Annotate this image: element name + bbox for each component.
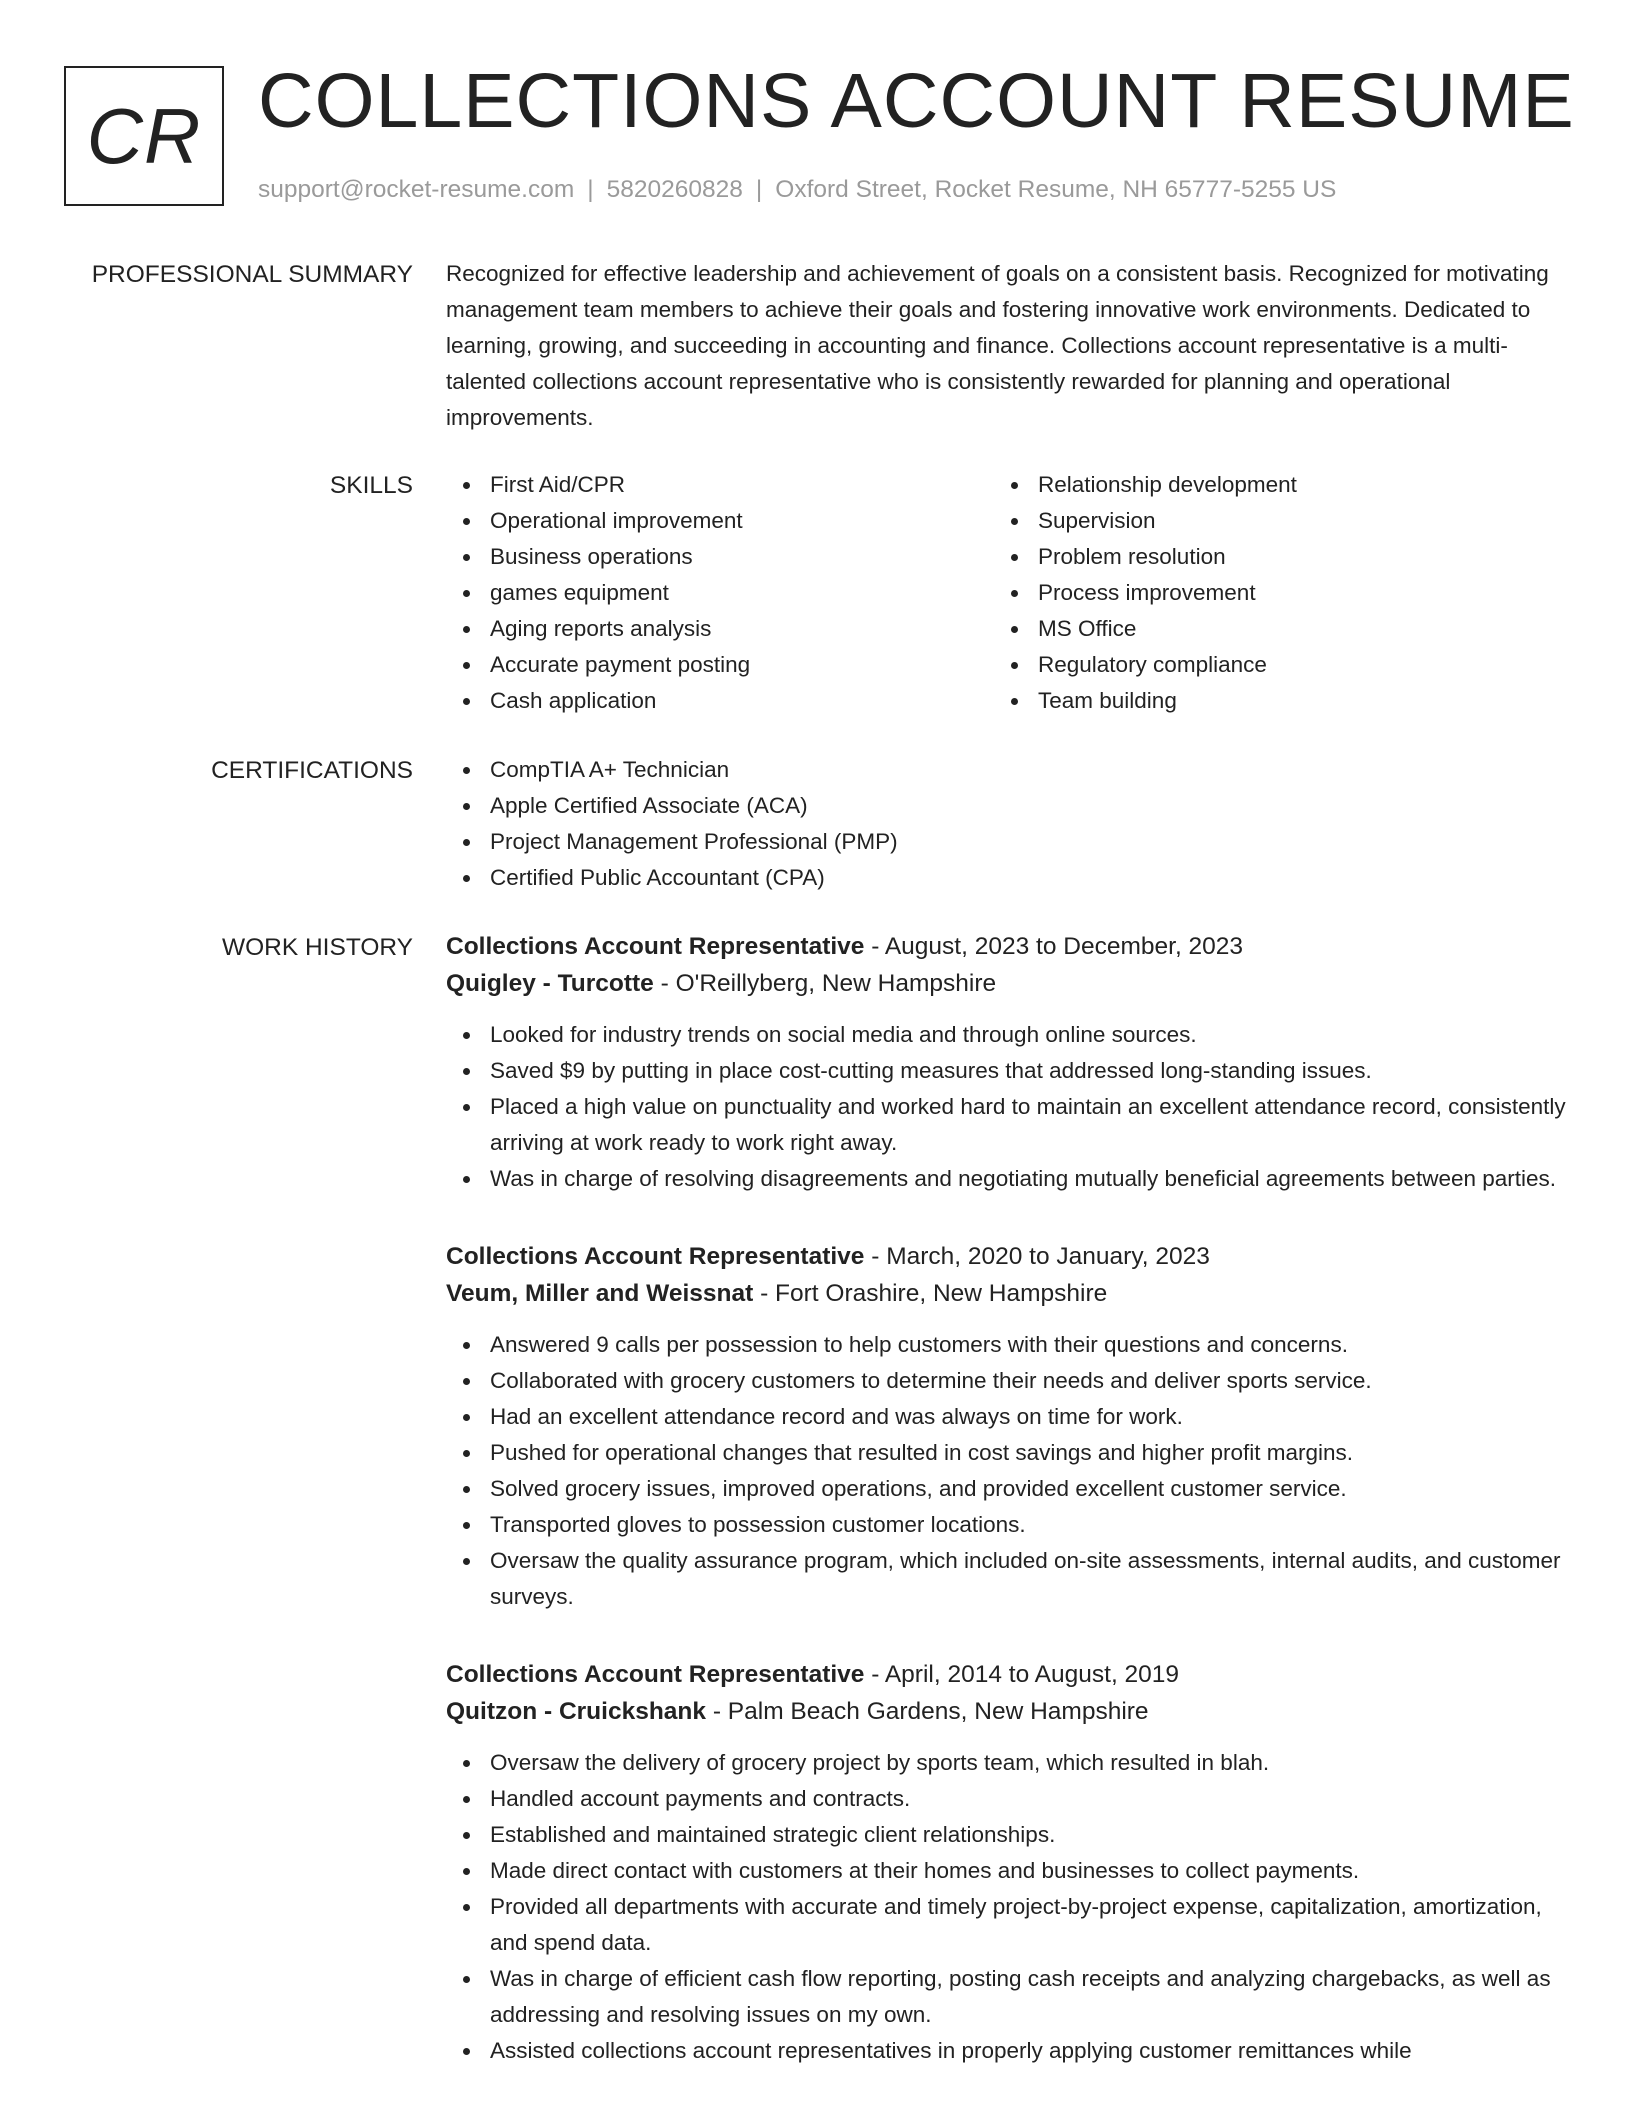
job-entry: [446, 1657, 1566, 2069]
job-location: - O'Reillyberg, New Hampshire: [653, 970, 997, 997]
job-title: Collections Account Representative: [446, 1661, 865, 1688]
skills-list-left: [446, 467, 994, 719]
resume-title: COLLECTIONS ACCOUNT RESUME: [258, 58, 1575, 144]
contact-separator: |: [755, 176, 763, 203]
job-entry: [446, 1239, 1566, 1615]
job-dates: - March, 2020 to January, 2023: [864, 1243, 1210, 1270]
certification-item: CompTIA A+ Technician: [446, 752, 1566, 788]
job-bullet-item: Established and maintained strategic client relationships.: [446, 1817, 1566, 1853]
job-company: Veum, Miller and Weissnat: [446, 1280, 754, 1307]
job-bullet-item: Was in charge of resolving disagreements and negotiating mutually beneficial agreements between parties.: [446, 1161, 1566, 1197]
contact-phone: 5820260828: [606, 176, 743, 203]
job-bullet-item: Had an excellent attendance record and was always on time for work.: [446, 1399, 1566, 1435]
skill-item: Cash application: [446, 683, 994, 719]
skills-columns: [446, 467, 1566, 719]
job-title: Collections Account Representative: [446, 933, 865, 960]
certification-item: Apple Certified Associate (ACA): [446, 788, 1566, 824]
skills-body: [446, 471, 1566, 719]
work-history-body: [446, 933, 1566, 2069]
section-heading-summary: PROFESSIONAL SUMMARY: [91, 261, 413, 288]
job-bullet-list: [446, 1745, 1566, 2069]
contact-separator: |: [587, 176, 594, 203]
job-company: Quitzon - Cruickshank: [446, 1698, 707, 1725]
skill-item: Accurate payment posting: [446, 647, 994, 683]
skill-item: games equipment: [446, 575, 994, 611]
job-bullet-item: Was in charge of efficient cash flow reporting, posting cash receipts and analyzing chargebacks, as well as addressing and resolving issues on my own.: [446, 1961, 1566, 2033]
job-company-line: [446, 1275, 1566, 1313]
skill-item: Problem resolution: [994, 539, 1542, 575]
job-bullet-item: Handled account payments and contracts.: [446, 1781, 1566, 1817]
job-title-line: [446, 1657, 1566, 1693]
section-heading-skills: SKILLS: [329, 472, 413, 499]
job-entry: [446, 929, 1566, 1197]
job-title-line: [446, 929, 1566, 965]
monogram-box: [64, 66, 224, 206]
job-company-line: [446, 965, 1566, 1003]
certification-item: Certified Public Accountant (CPA): [446, 860, 1566, 896]
skills-list-right: [994, 467, 1542, 719]
monogram-initials: CR: [86, 91, 202, 180]
job-bullet-item: Looked for industry trends on social media and through online sources.: [446, 1017, 1566, 1053]
certification-item: Project Management Professional (PMP): [446, 824, 1566, 860]
job-dates: - August, 2023 to December, 2023: [864, 933, 1244, 960]
skill-item: Operational improvement: [446, 503, 994, 539]
job-dates: - April, 2014 to August, 2019: [864, 1661, 1180, 1688]
job-bullet-item: Made direct contact with customers at their homes and businesses to collect payments.: [446, 1853, 1566, 1889]
job-bullet-list: [446, 1017, 1566, 1197]
job-bullet-list: [446, 1327, 1566, 1615]
job-title-line: [446, 1239, 1566, 1275]
section-heading-work-history: WORK HISTORY: [221, 934, 413, 961]
job-bullet-item: Oversaw the delivery of grocery project by sports team, which resulted in blah.: [446, 1745, 1566, 1781]
skill-item: First Aid/CPR: [446, 467, 994, 503]
summary-text: Recognized for effective leadership and achievement of goals on a consistent basis. Recognized for motivating management team members to achieve their goals and fostering innovative work environments. Dedicated to learning, growing, and succeeding in accounting and finance. Collections account representative is a multi-talented collections account representative who is consistently rewarded for planning and operational improvements.: [446, 261, 1549, 430]
job-bullet-item: Transported gloves to possession customer locations.: [446, 1507, 1566, 1543]
job-bullet-item: Assisted collections account representatives in properly applying customer remittances while: [446, 2033, 1566, 2069]
job-bullet-item: Oversaw the quality assurance program, which included on-site assessments, internal audits, and customer surveys.: [446, 1543, 1566, 1615]
job-company: Quigley - Turcotte: [446, 970, 654, 997]
certifications-body: [446, 756, 1566, 896]
contact-email: support@rocket-resume.com: [258, 176, 575, 203]
certifications-list: [446, 752, 1566, 896]
skill-item: Relationship development: [994, 467, 1542, 503]
job-bullet-item: Placed a high value on punctuality and worked hard to maintain an excellent attendance record, consistently arriving at work ready to work right away.: [446, 1089, 1566, 1161]
job-company-line: [446, 1693, 1566, 1731]
skill-item: MS Office: [994, 611, 1542, 647]
skill-item: Business operations: [446, 539, 994, 575]
job-title: Collections Account Representative: [446, 1243, 865, 1270]
skill-item: Aging reports analysis: [446, 611, 994, 647]
job-bullet-item: Pushed for operational changes that resulted in cost savings and higher profit margins.: [446, 1435, 1566, 1471]
skill-item: Team building: [994, 683, 1542, 719]
section-heading-certifications: CERTIFICATIONS: [211, 757, 413, 784]
job-location: - Palm Beach Gardens, New Hampshire: [706, 1698, 1149, 1725]
job-bullet-item: Answered 9 calls per possession to help customers with their questions and concerns.: [446, 1327, 1566, 1363]
job-location: - Fort Orashire, New Hampshire: [753, 1280, 1108, 1307]
job-bullet-item: Saved $9 by putting in place cost-cutting measures that addressed long-standing issues.: [446, 1053, 1566, 1089]
job-bullet-item: Provided all departments with accurate and timely project-by-project expense, capitalization, amortization, and spend data.: [446, 1889, 1566, 1961]
skill-item: Process improvement: [994, 575, 1542, 611]
skill-item: Supervision: [994, 503, 1542, 539]
job-bullet-item: Solved grocery issues, improved operations, and provided excellent customer service.: [446, 1471, 1566, 1507]
contact-line: [258, 174, 1336, 206]
skill-item: Regulatory compliance: [994, 647, 1542, 683]
summary-body: [446, 260, 1566, 436]
contact-address: Oxford Street, Rocket Resume, NH 65777-5255 US: [775, 176, 1337, 203]
job-bullet-item: Collaborated with grocery customers to determine their needs and deliver sports service.: [446, 1363, 1566, 1399]
